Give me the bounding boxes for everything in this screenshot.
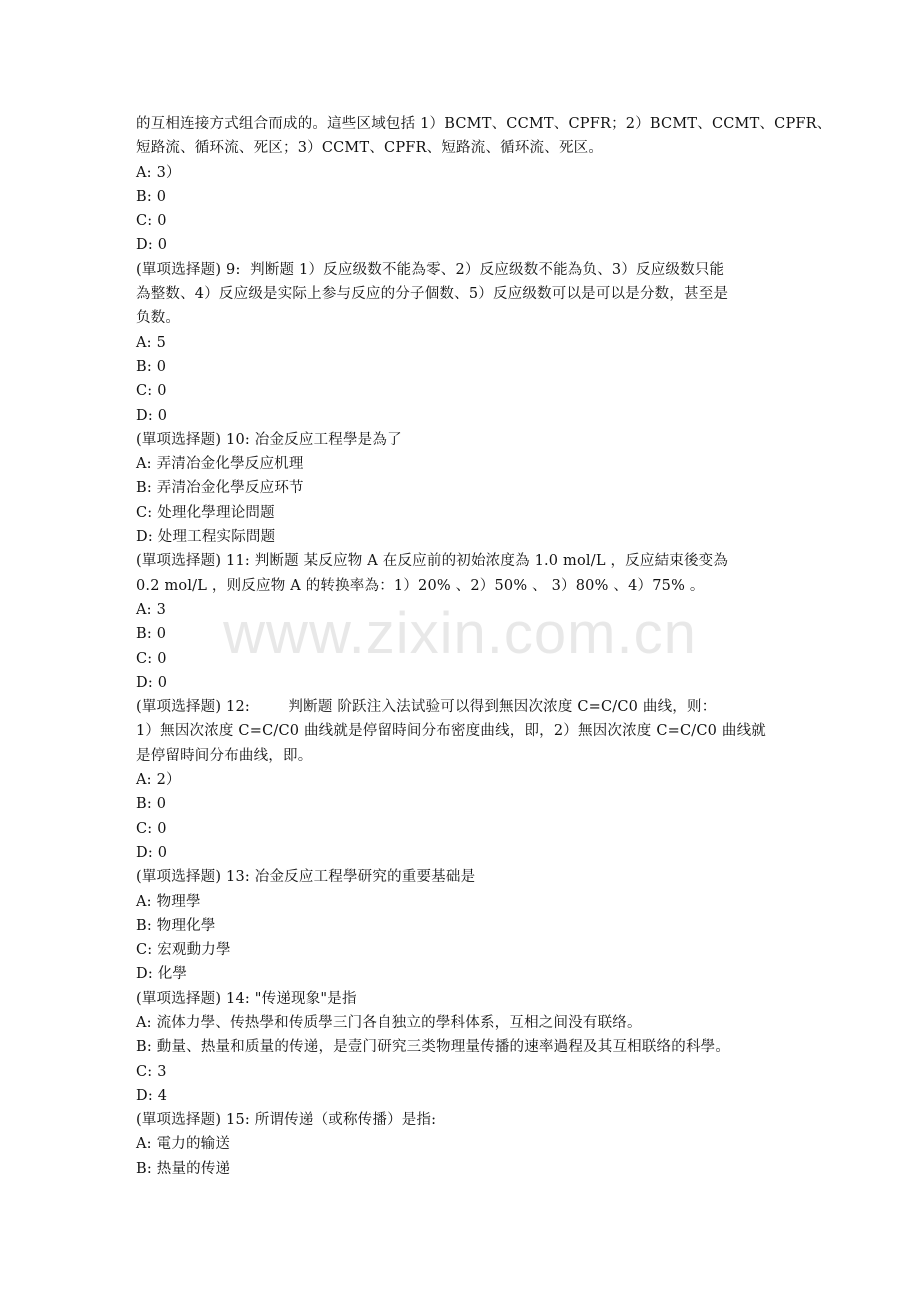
- text-line: (單项选择题) 11: 判断题 某反应物 A 在反应前的初始浓度為 1.0 mol/L ，反应結束後变為: [136, 553, 729, 570]
- text-line: 0.2 mol/L ，则反应物 A 的转换率為：1）20% 、2）50% 、 3）80% 、4）75% 。: [136, 577, 705, 594]
- text-line: 是停留時间分布曲线，即。: [136, 747, 313, 764]
- text-line: B: 弄清冶金化學反应环节: [136, 480, 304, 497]
- text-line: C: 3: [136, 1063, 167, 1080]
- text-line: 為整数、4）反应级是实际上参与反应的分子個数、5）反应级数可以是可以是分数，甚至是: [136, 286, 729, 303]
- text-line: D: 0: [136, 844, 168, 861]
- text-line: A: 5: [136, 334, 166, 351]
- text-line: (單项选择题) 9: 判断题 1）反应级数不能為零、2）反应级数不能為负、3）反应级数只能: [136, 261, 725, 278]
- text-line: (單项选择题) 13: 冶金反应工程學研究的重要基础是: [136, 869, 476, 886]
- document-body: [136, 112, 832, 1181]
- text-line: A: 2）: [136, 772, 181, 789]
- text-line: 负数。: [136, 310, 181, 327]
- text-line: (單项选择题) 12: 判断题 阶跃注入法试验可以得到無因次浓度 C=C/C0 曲线，则：: [136, 699, 717, 716]
- text-line: B: 物理化學: [136, 917, 216, 934]
- text-line: B: 0: [136, 796, 167, 813]
- text-line: B: 0: [136, 188, 167, 205]
- text-line: 的互相连接方式组合而成的。這些区域包括 1）BCMT、CCMT、CPFR；2）BCMT、CCMT、CPFR、: [136, 116, 832, 132]
- text-line: B: 動量、热量和质量的传递，是壹门研究三类物理量传播的速率過程及其互相联络的科學。: [136, 1039, 731, 1056]
- text-line: D: 0: [136, 237, 168, 254]
- text-line: 1）無因次浓度 C=C/C0 曲线就是停留時间分布密度曲线，即，2）無因次浓度 C=C/C0 曲线就: [136, 723, 766, 740]
- text-line: (單项选择题) 15: 所谓传递（或称传播）是指:: [136, 1112, 437, 1129]
- text-line: C: 0: [136, 213, 167, 230]
- text-line: (單项选择题) 10: 冶金反应工程學是為了: [136, 431, 402, 448]
- text-line: D: 化學: [136, 966, 188, 983]
- text-line: C: 处理化學理论問题: [136, 504, 275, 521]
- text-line: D: 处理工程实际問题: [136, 529, 276, 546]
- text-line: D: 4: [136, 1087, 168, 1104]
- text-line: A: 弄清冶金化學反应机理: [136, 456, 304, 473]
- text-line: A: 流体力學、传热學和传质學三门各自独立的學科体系，互相之间没有联络。: [136, 1014, 642, 1031]
- text-line: 短路流、循环流、死区；3）CCMT、CPFR、短路流、循环流、死区。: [136, 140, 604, 157]
- text-line: C: 0: [136, 383, 167, 400]
- text-line: A: 3）: [136, 164, 181, 181]
- text-line: A: 3: [136, 601, 166, 618]
- text-line: (單项选择题) 14: "传递现象"是指: [136, 990, 357, 1007]
- text-line: D: 0: [136, 407, 168, 424]
- text-line: B: 0: [136, 358, 167, 375]
- watermark: www.zixin.com.cn: [223, 601, 697, 666]
- text-line: C: 0: [136, 820, 167, 837]
- text-line: C: 宏观動力學: [136, 942, 231, 959]
- text-line: C: 0: [136, 650, 167, 667]
- text-line: A: 電力的输送: [136, 1136, 231, 1153]
- text-line: A: 物理學: [136, 893, 201, 910]
- text-line: D: 0: [136, 674, 168, 691]
- text-line: B: 0: [136, 626, 167, 643]
- text-line: B: 热量的传递: [136, 1160, 231, 1177]
